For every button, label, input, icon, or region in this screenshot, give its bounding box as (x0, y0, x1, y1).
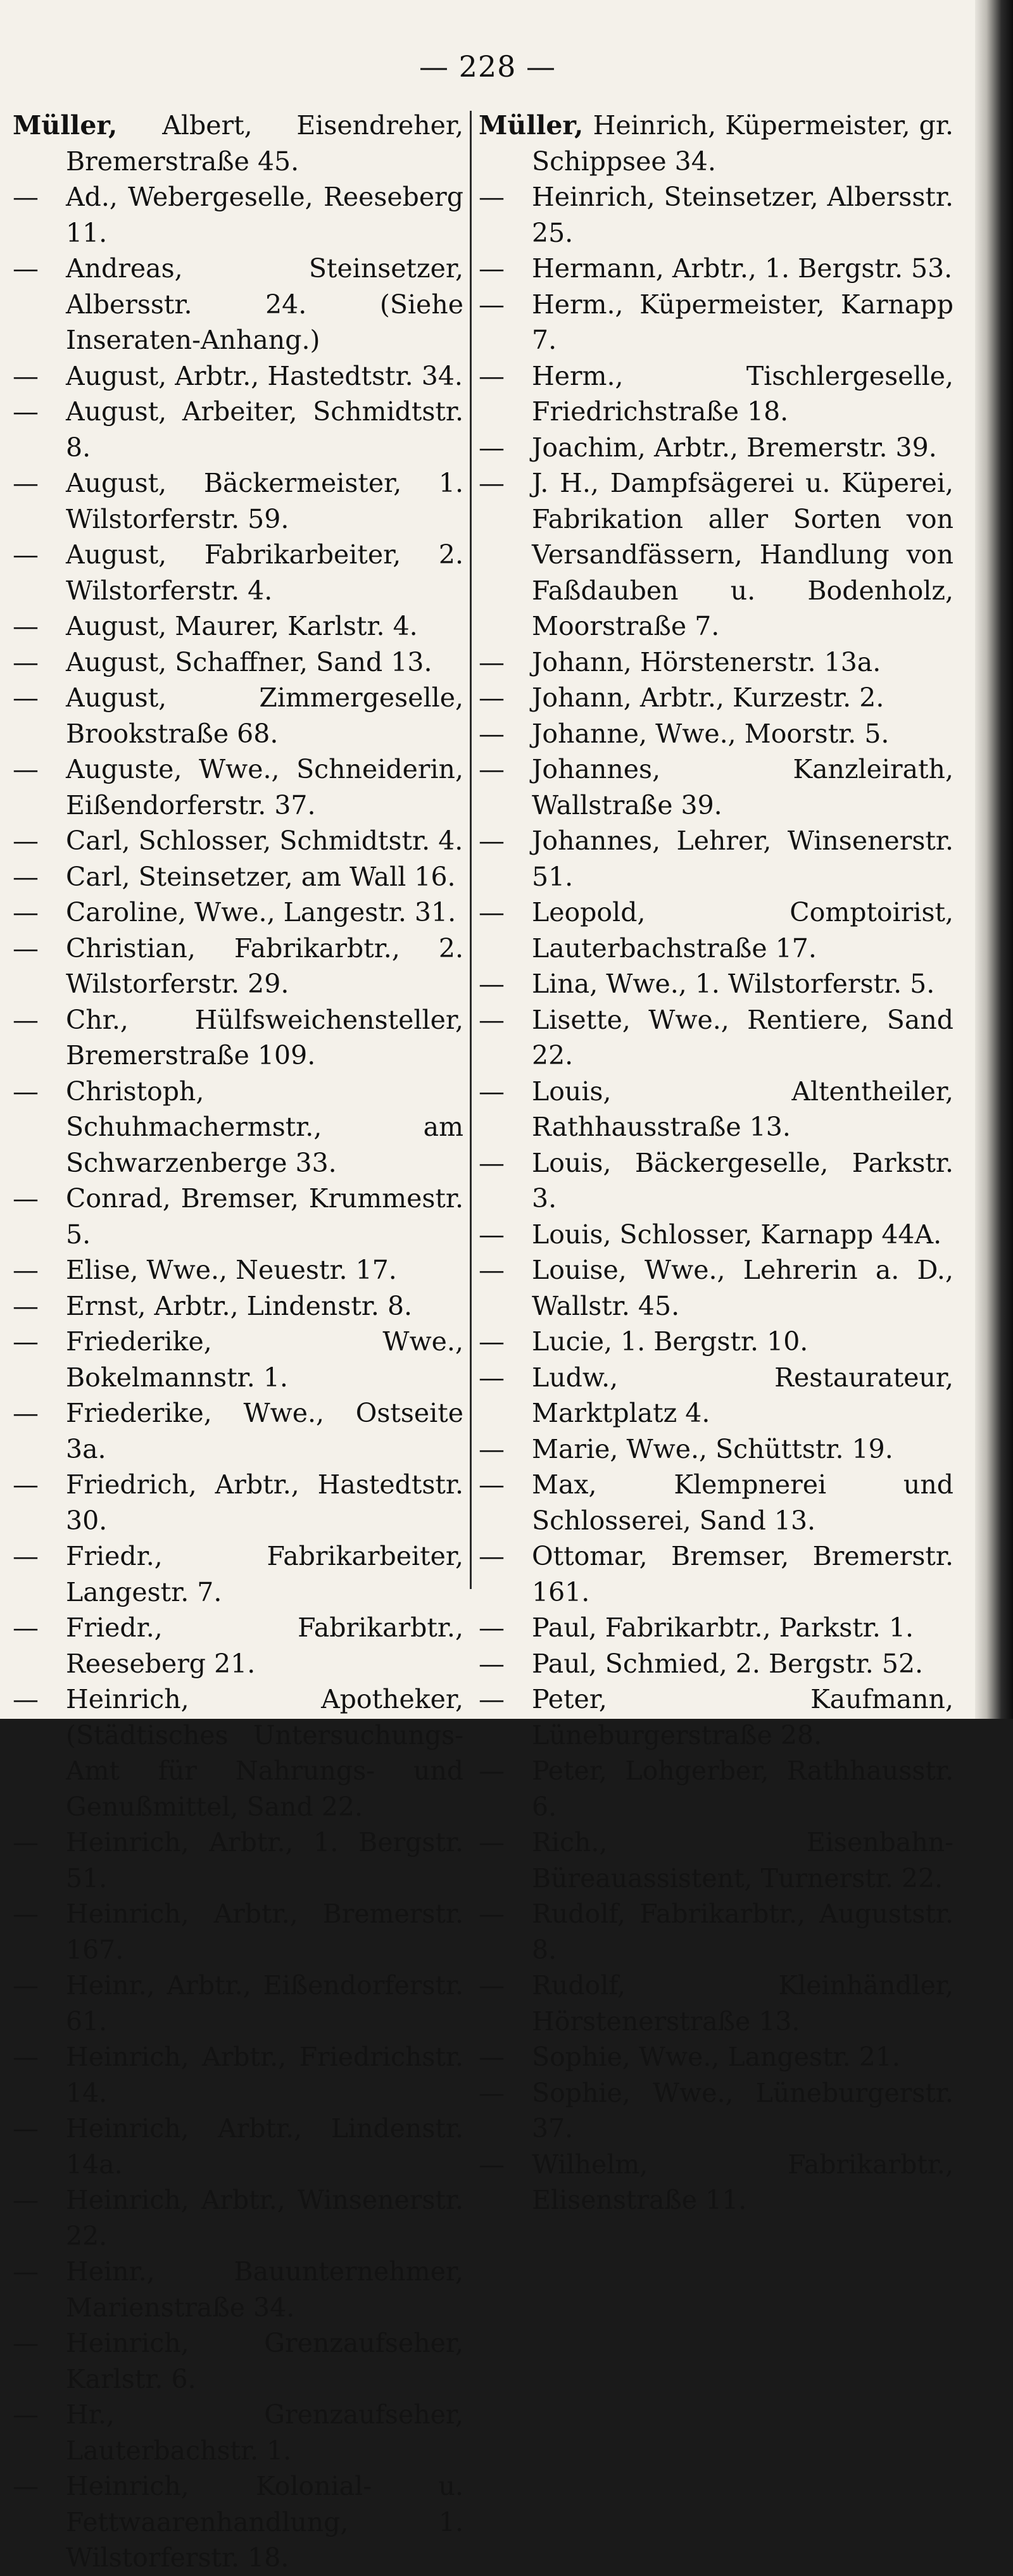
entry-text: Christoph, Schuhmachermstr., am Schwarzenberge 33. (66, 1076, 463, 1178)
entry-dash: — (13, 1290, 39, 1321)
directory-entry (479, 1002, 953, 1074)
entry-dash: — (479, 1827, 505, 1857)
entry-text: Ludw., Restaurateur, Marktplatz 4. (532, 1362, 953, 1428)
directory-entry (13, 751, 463, 823)
entry-dash: — (13, 861, 39, 892)
directory-entry (13, 1002, 463, 1074)
directory-entry (13, 1395, 463, 1467)
entry-text: August, Fabrikarbeiter, 2. Wilstorferstr. 4. (66, 539, 463, 606)
entry-dash: — (479, 1076, 505, 1107)
directory-entry (479, 895, 953, 966)
directory-entry (13, 895, 463, 931)
directory-entry (479, 1252, 953, 1324)
entry-text: Wilhelm, Fabrikarbtr., Elisenstraße 11. (532, 2149, 953, 2215)
directory-entry (479, 251, 953, 287)
entry-dash: — (479, 646, 505, 677)
entry-dash: — (479, 1219, 505, 1250)
directory-entry (13, 1968, 463, 2039)
entry-text: August, Schaffner, Sand 13. (66, 646, 432, 677)
directory-entry (479, 108, 953, 179)
entry-dash: — (479, 1541, 505, 1571)
entry-text: Johanne, Wwe., Moorstr. 5. (532, 718, 890, 749)
directory-entry (479, 1646, 953, 1682)
directory-entry (479, 1217, 953, 1253)
entry-text: Louis, Schlosser, Karnapp 44A. (532, 1219, 942, 1250)
directory-entry (479, 179, 953, 251)
entry-dash: — (479, 1147, 505, 1178)
entry-dash: — (479, 182, 505, 212)
entry-text: Lucie, 1. Bergstr. 10. (532, 1326, 809, 1357)
entry-dash: — (13, 897, 39, 927)
entry-dash: — (13, 1076, 39, 1107)
directory-entry (13, 108, 463, 179)
entry-text: Heinrich, Arbtr., 1. Bergstr. 51. (66, 1827, 463, 1894)
directory-entry (479, 1360, 953, 1431)
entry-text: Louise, Wwe., Lehrerin a. D., Wallstr. 45. (532, 1255, 953, 1321)
entry-dash: — (479, 1970, 505, 2001)
entry-dash: — (479, 1326, 505, 1357)
entry-text: Friedr., Fabrikarbeiter, Langestr. 7. (66, 1541, 463, 1607)
entry-text: Paul, Schmied, 2. Bergstr. 52. (532, 1648, 924, 1679)
entry-dash: — (479, 289, 505, 320)
entry-dash: — (13, 682, 39, 713)
directory-entry (479, 358, 953, 430)
entry-dash: — (479, 1362, 505, 1393)
entry-dash: — (479, 682, 505, 713)
column-divider (470, 111, 472, 1589)
entry-text: Caroline, Wwe., Langestr. 31. (66, 897, 456, 927)
entry-text: Marie, Wwe., Schüttstr. 19. (532, 1433, 893, 1464)
directory-entry (479, 823, 953, 895)
directory-entry (479, 465, 953, 644)
entry-text: Rudolf, Kleinhändler, Hörstenerstraße 13. (532, 1970, 953, 2037)
entry-text: Heinrich, Arbtr., Lindenstr. 14a. (66, 2113, 463, 2180)
page-number: — 228 — (418, 49, 557, 84)
directory-entry (13, 251, 463, 358)
directory-entry (479, 1431, 953, 1467)
entry-text: August, Arbtr., Hastedtstr. 34. (66, 360, 463, 391)
entry-text: Andreas, Steinsetzer, Albersstr. 24. (Siehe Inseraten-Anhang.) (66, 253, 463, 355)
entry-dash: — (479, 1255, 505, 1285)
entry-dash: — (479, 1469, 505, 1500)
directory-entry (479, 1074, 953, 1145)
entry-text: August, Bäckermeister, 1. Wilstorferstr. 59. (66, 468, 463, 534)
directory-entry (479, 1610, 953, 1646)
entry-text: Heinrich, Küpermeister, gr. Schippsee 34. (532, 110, 953, 177)
entry-dash: — (13, 1541, 39, 1571)
entry-dash: — (13, 1684, 39, 1714)
entry-text: Sophie, Wwe., Lüneburgerstr. 37. (532, 2077, 953, 2144)
entry-dash: — (13, 1255, 39, 1285)
entry-dash: — (13, 611, 39, 641)
entry-dash: — (479, 1648, 505, 1679)
entry-text: Ottomar, Bremser, Bremerstr. 161. (532, 1541, 953, 1607)
entry-text: Johann, Arbtr., Kurzestr. 2. (532, 682, 884, 713)
entry-text: Peter, Lohgerber, Rathhausstr. 6. (532, 1756, 953, 1822)
entry-text: Elise, Wwe., Neuestr. 17. (66, 1255, 397, 1285)
entry-dash: — (479, 2077, 505, 2108)
entry-dash: — (479, 1899, 505, 1929)
directory-entry (13, 358, 463, 394)
entry-dash: — (479, 718, 505, 749)
entry-text: Ernst, Arbtr., Lindenstr. 8. (66, 1290, 413, 1321)
entry-dash: — (13, 1004, 39, 1035)
directory-entry (479, 751, 953, 823)
entry-dash: — (13, 2328, 39, 2358)
directory-entry (479, 1324, 953, 1360)
entry-dash: — (13, 1326, 39, 1357)
entry-dash: — (13, 2185, 39, 2215)
directory-entry (479, 287, 953, 358)
entry-dash: — (13, 253, 39, 284)
entry-text: Herm., Küpermeister, Karnapp 7. (532, 289, 953, 355)
entry-text: Carl, Steinsetzer, am Wall 16. (66, 861, 456, 892)
entry-text: Heinrich, Arbtr., Bremerstr. 167. (66, 1899, 463, 1965)
directory-entry (479, 644, 953, 681)
entry-text: Chr., Hülfsweichensteller, Bremerstraße 109. (66, 1004, 463, 1071)
directory-entry (13, 2325, 463, 2397)
entry-dash: — (13, 933, 39, 964)
entry-dash: — (13, 754, 39, 784)
entry-dash: — (13, 360, 39, 391)
entry-text: Friederike, Wwe., Ostseite 3a. (66, 1398, 463, 1464)
directory-entry (13, 465, 463, 537)
entry-dash: — (13, 1183, 39, 1214)
entry-text: Peter, Kaufmann, Lüneburgerstraße 28. (532, 1684, 953, 1750)
entry-dash: — (13, 2113, 39, 2144)
directory-entry (479, 2075, 953, 2147)
left-column (13, 108, 463, 2573)
entry-dash: — (13, 2256, 39, 2287)
entry-dash: — (13, 2399, 39, 2430)
entry-text: Heinrich, Kolonial- u. Fettwaarenhandlung, 1. Wilstorferstr. 18. (66, 2471, 463, 2573)
entry-text: Heinrich, Steinsetzer, Albersstr. 25. (532, 182, 953, 248)
entry-dash: — (479, 2042, 505, 2072)
directory-entry (13, 823, 463, 859)
directory-entry (479, 680, 953, 716)
entry-text: Rudolf, Fabrikarbtr., Auguststr. 8. (532, 1899, 953, 1965)
directory-entry (479, 2147, 953, 2218)
entry-text: Conrad, Bremser, Krummestr. 5. (66, 1183, 463, 1250)
directory-entry (13, 1681, 463, 1825)
directory-entry (13, 179, 463, 251)
entry-dash: — (13, 1612, 39, 1643)
entry-text: Paul, Fabrikarbtr., Parkstr. 1. (532, 1612, 914, 1643)
entry-text: August, Zimmergeselle, Brookstraße 68. (66, 682, 463, 749)
directory-entry (13, 931, 463, 1002)
directory-entry (13, 680, 463, 751)
directory-entry (13, 537, 463, 608)
right-column (479, 108, 953, 2215)
page-edge-shadow (975, 0, 1013, 1719)
entry-dash: — (13, 1469, 39, 1500)
entry-text: Christian, Fabrikarbtr., 2. Wilstorferstr. 29. (66, 933, 463, 999)
entry-dash: — (479, 969, 505, 999)
entry-dash: — (479, 360, 505, 391)
entry-dash: — (13, 1970, 39, 2001)
entry-text: Friedr., Fabrikarbtr., Reeseberg 21. (66, 1612, 463, 1679)
entry-dash: — (13, 826, 39, 856)
directory-entry (13, 1324, 463, 1395)
directory-entry (13, 608, 463, 644)
directory-entry (13, 859, 463, 895)
directory-entry (13, 1825, 463, 1896)
entry-dash: — (479, 897, 505, 927)
entry-text: Albert, Eisendreher, Bremerstraße 45. (66, 110, 463, 177)
directory-entry (13, 2254, 463, 2325)
entry-dash: — (479, 1756, 505, 1786)
directory-entry (479, 1825, 953, 1896)
directory-entry (13, 2182, 463, 2254)
directory-entry (479, 1753, 953, 1825)
entry-dash: — (13, 1899, 39, 1929)
directory-entry (13, 1467, 463, 1538)
entry-text: Sophie, Wwe., Langestr. 21. (532, 2042, 900, 2072)
entry-dash: — (479, 1684, 505, 1714)
entry-dash: — (13, 646, 39, 677)
directory-entry (13, 1610, 463, 1681)
directory-entry (13, 1252, 463, 1288)
directory-entry (479, 1538, 953, 1610)
entry-text: Max, Klempnerei und Schlosserei, Sand 13. (532, 1469, 953, 1536)
directory-entry (13, 2039, 463, 2111)
entry-text: Heinrich, Arbtr., Winsenerstr. 22. (66, 2185, 463, 2251)
entry-text: Herm., Tischlergeselle, Friedrichstraße 18. (532, 360, 953, 427)
entry-dash: — (13, 468, 39, 498)
entry-surname: Müller, (479, 110, 593, 141)
directory-entry (13, 1288, 463, 1324)
entry-dash: — (13, 2471, 39, 2501)
directory-entry (479, 1467, 953, 1538)
directory-entry (479, 2039, 953, 2075)
entry-text: August, Arbeiter, Schmidtstr. 8. (66, 396, 463, 463)
entry-text: Carl, Schlosser, Schmidtstr. 4. (66, 826, 463, 856)
entry-dash: — (479, 468, 505, 498)
entry-text: Hr., Grenzaufseher, Lauterbachstr. 1. (66, 2399, 463, 2466)
directory-entry (13, 1074, 463, 1181)
directory-entry (13, 2397, 463, 2468)
entry-dash: — (479, 1433, 505, 1464)
entry-dash: — (479, 826, 505, 856)
entry-dash: — (479, 1612, 505, 1643)
directory-entry (479, 1681, 953, 1753)
entry-text: Louis, Bäckergeselle, Parkstr. 3. (532, 1147, 953, 1214)
entry-surname: Müller, (13, 110, 163, 141)
entry-text: Auguste, Wwe., Schneiderin, Eißendorferstr. 37. (66, 754, 463, 820)
entry-text: Johann, Hörstenerstr. 13a. (532, 646, 881, 677)
entry-text: Heinrich, Apotheker, (Städtisches Untersuchungs-Amt für Nahrungs- und Genußmittel, Sand 22. (66, 1684, 463, 1822)
entry-dash: — (479, 432, 505, 463)
entry-dash: — (13, 2042, 39, 2072)
entry-text: Hermann, Arbtr., 1. Bergstr. 53. (532, 253, 953, 284)
entry-text: Rich., Eisenbahn-Büreauassistent, Turnerstr. 22. (532, 1827, 953, 1894)
entry-dash: — (479, 253, 505, 284)
directory-entry (13, 394, 463, 465)
entry-text: Lisette, Wwe., Rentiere, Sand 22. (532, 1004, 953, 1071)
directory-entry (13, 1181, 463, 1252)
entry-dash: — (13, 396, 39, 427)
directory-entry (479, 716, 953, 752)
entry-text: Ad., Webergeselle, Reeseberg 11. (66, 182, 463, 248)
directory-entry (479, 1145, 953, 1217)
entry-dash: — (479, 2149, 505, 2180)
directory-entry (13, 644, 463, 681)
directory-entry (479, 1896, 953, 1968)
entry-text: Johannes, Lehrer, Winsenerstr. 51. (532, 826, 953, 892)
entry-text: Heinrich, Arbtr., Friedrichstr. 14. (66, 2042, 463, 2108)
entry-dash: — (13, 1827, 39, 1857)
entry-text: Joachim, Arbtr., Bremerstr. 39. (532, 432, 937, 463)
entry-text: Friedrich, Arbtr., Hastedtstr. 30. (66, 1469, 463, 1536)
directory-entry (13, 2468, 463, 2576)
entry-text: August, Maurer, Karlstr. 4. (66, 611, 418, 641)
entry-dash: — (479, 1004, 505, 1035)
entry-text: J. H., Dampfsägerei u. Küperei, Fabrikation aller Sorten von Versandfässern, Handlung von Faßdauben u. Bodenholz, Moorstraße 7. (532, 468, 953, 641)
directory-entry (479, 966, 953, 1002)
entry-dash: — (13, 1398, 39, 1428)
directory-entry (13, 1538, 463, 1610)
entry-dash: — (13, 539, 39, 570)
entry-text: Heinr., Arbtr., Eißendorferstr. 61. (66, 1970, 463, 2037)
entry-text: Johannes, Kanzleirath, Wallstraße 39. (532, 754, 953, 820)
entry-dash: — (13, 182, 39, 212)
entry-text: Heinr., Bauunternehmer, Marienstraße 34. (66, 2256, 463, 2323)
directory-entry (13, 2111, 463, 2182)
entry-dash: — (479, 754, 505, 784)
entry-text: Heinrich, Grenzaufseher, Karlstr. 6. (66, 2328, 463, 2394)
entry-text: Louis, Altentheiler, Rathhausstraße 13. (532, 1076, 953, 1142)
entry-text: Leopold, Comptoirist, Lauterbachstraße 17. (532, 897, 953, 964)
entry-text: Friederike, Wwe., Bokelmannstr. 1. (66, 1326, 463, 1393)
directory-entry (479, 430, 953, 466)
directory-entry (13, 1896, 463, 1968)
directory-entry (479, 1968, 953, 2039)
entry-text: Lina, Wwe., 1. Wilstorferstr. 5. (532, 969, 935, 999)
